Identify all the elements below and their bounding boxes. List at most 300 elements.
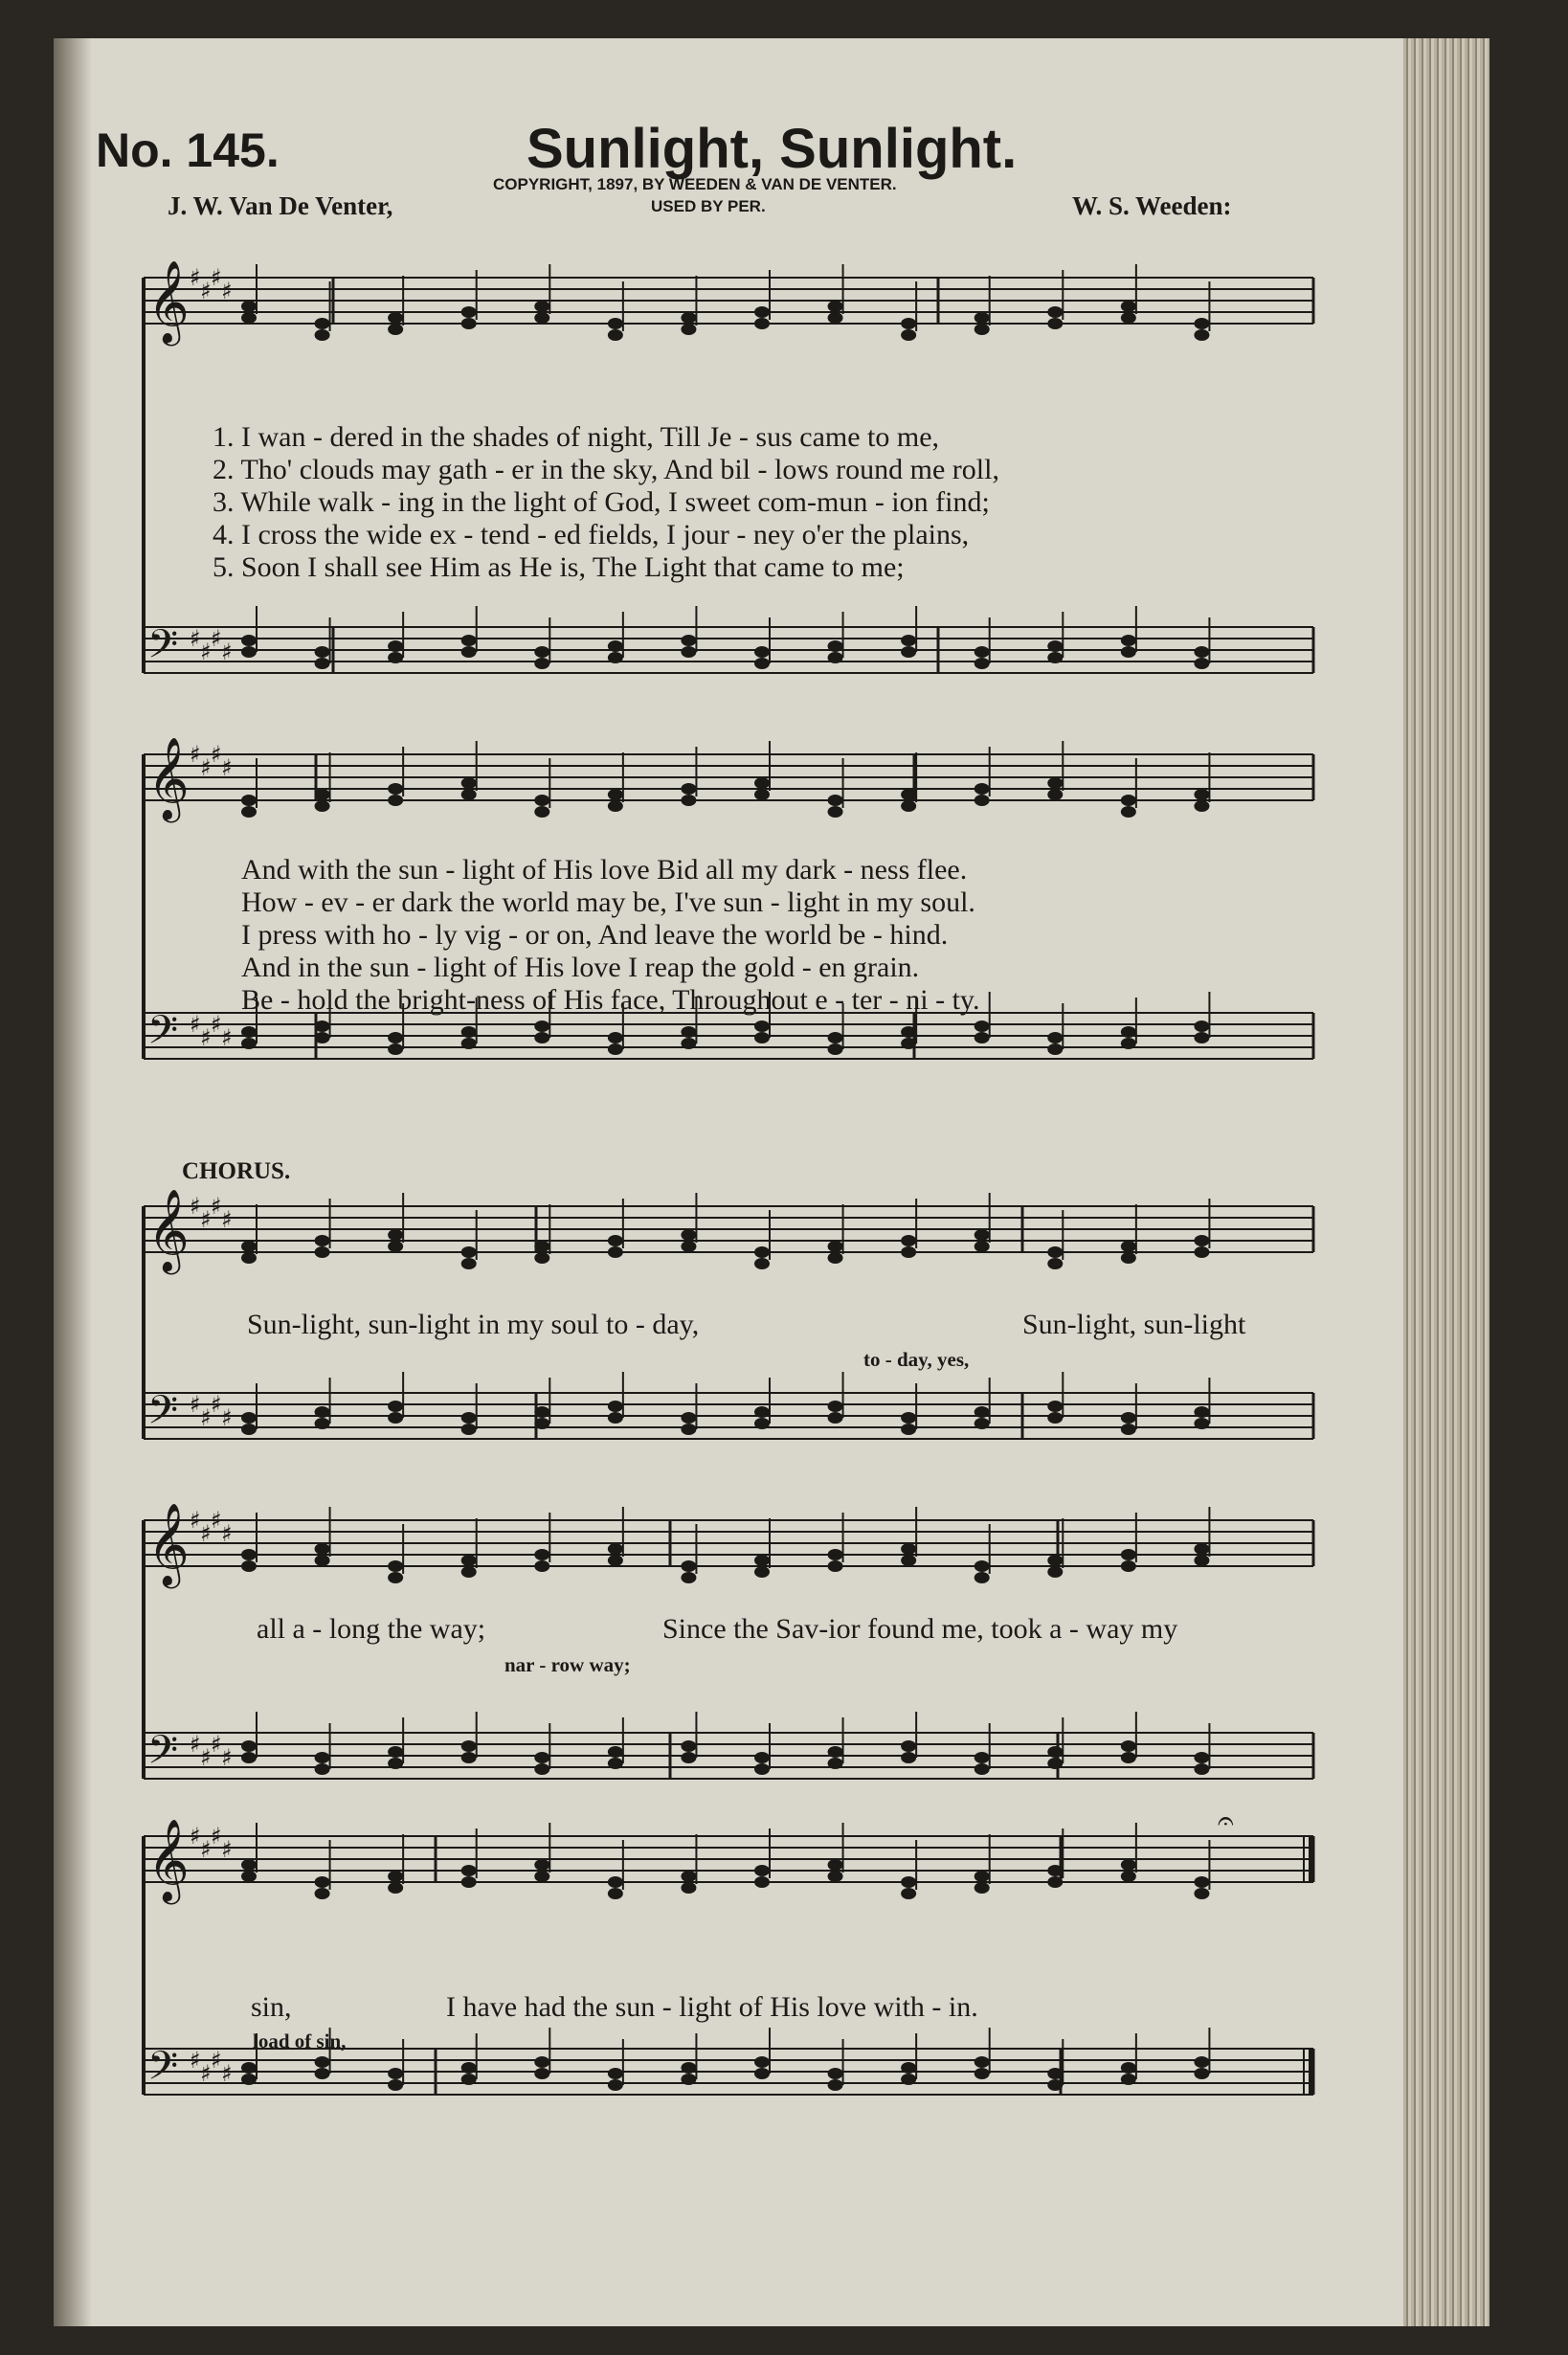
note-head [1047,318,1063,329]
note-head [461,1876,477,1888]
bass-note-head [241,635,257,646]
note-head [461,306,477,318]
bass-note-head [1047,2079,1063,2091]
bass-note-head [388,640,403,652]
bass-note-head [974,2068,990,2079]
bass-note-head [534,1763,549,1775]
bass-clef: 𝄢 [147,2043,179,2098]
bass-note-head [828,1401,843,1412]
note-head [315,329,330,341]
note-head [1121,1859,1136,1871]
verse-5-line-a: 5. Soon I shall see Him as He is, The Light that came to me; [213,551,905,583]
note-head [461,789,477,800]
note-head [754,789,770,800]
sharp-sign: ♯ [211,1507,222,1534]
bass-note-head [461,1424,477,1435]
note-head [388,795,403,806]
note-head [974,1229,990,1241]
bass-note-head [1121,1038,1136,1049]
fermata: 𝄐 [1218,1805,1234,1838]
bass-note-head [681,1752,696,1763]
note-head [901,1543,916,1555]
sharp-sign: ♯ [211,625,222,652]
note-head [681,1560,696,1572]
bass-note-head [461,1752,477,1763]
bass-note-head [534,1032,549,1043]
bass-note-head [974,2056,990,2068]
bass-note-head [974,1752,990,1763]
chorus-line-2a: all a - long the way; [257,1613,486,1645]
note-head [754,777,770,789]
sharp-sign: ♯ [200,1744,212,1771]
bass-clef: 𝄢 [147,1387,179,1443]
bass-note-head [1047,1401,1063,1412]
bass-note-head [315,1032,330,1043]
note-head [388,324,403,335]
bass-note-head [315,1020,330,1032]
verse-3-line-b: I press with ho - ly vig - or on, And leave the world be - hind. [241,919,949,951]
note-head [608,800,623,812]
bass-note-head [534,1752,549,1763]
bass-note-head [608,2079,623,2091]
note-head [1121,312,1136,324]
chorus-line-1: Sun-light, sun-light in my soul to - day, [247,1309,700,1340]
note-head [388,1241,403,1252]
note-head [681,312,696,324]
note-head [901,329,916,341]
note-head [828,806,843,818]
verse-5-line-b: Be - hold the bright-ness of His face, Throughout e - ter - ni - ty. [241,984,980,1016]
bass-note-head [1047,1746,1063,1758]
bass-note-head [241,646,257,658]
chorus-line-1-end: Sun-light, sun-light [1022,1309,1246,1340]
sharp-sign: ♯ [221,1520,233,1547]
bass-note-head [461,1026,477,1038]
note-head [388,783,403,795]
verse-2-line-a: 2. Tho' clouds may gath - er in the sky, And bil - lows round me roll, [213,454,999,485]
treble-clef: 𝄞 [147,1503,190,1585]
sharp-sign: ♯ [200,278,212,304]
note-head [1194,1876,1209,1888]
bass-note-head [828,1758,843,1769]
bass-note-head [754,2056,770,2068]
note-head [1121,1560,1136,1572]
bass-note-head [315,646,330,658]
bass-note-head [1194,2056,1209,2068]
note-head [828,1241,843,1252]
bass-note-head [534,2068,549,2079]
sharp-sign: ♯ [221,639,233,665]
note-head [388,1871,403,1882]
bass-note-head [901,2074,916,2085]
bass-note-head [315,2068,330,2079]
note-head [388,1882,403,1894]
bass-note-head [828,640,843,652]
note-head [901,800,916,812]
sharp-sign: ♯ [190,625,201,652]
note-head [1121,795,1136,806]
bass-note-head [241,2062,257,2074]
bass-note-head [681,646,696,658]
bass-note-head [828,652,843,663]
bass-note-head [608,652,623,663]
bass-note-head [1047,1758,1063,1769]
sharp-sign: ♯ [211,1011,222,1038]
bass-note-head [388,2068,403,2079]
bass-note-head [901,1752,916,1763]
bass-note-head [1121,1026,1136,1038]
bass-note-head [534,646,549,658]
note-head [901,1876,916,1888]
bass-note-head [241,2074,257,2085]
note-head [241,1549,257,1560]
bass-note-head [974,646,990,658]
note-head [1121,1252,1136,1264]
note-head [974,1241,990,1252]
note-head [1121,301,1136,312]
note-head [1047,789,1063,800]
bass-note-head [388,1032,403,1043]
note-head [461,1566,477,1578]
sharp-sign: ♯ [200,1404,212,1431]
sharp-sign: ♯ [211,741,222,768]
bass-clef: 𝄢 [147,1007,179,1063]
sharp-sign: ♯ [200,639,212,665]
note-head [901,1235,916,1246]
note-head [901,1246,916,1258]
note-head [241,1241,257,1252]
note-head [1047,1246,1063,1258]
note-head [608,1555,623,1566]
note-head [461,1258,477,1269]
bass-note-head [681,2062,696,2074]
bass-note-head [1194,1032,1209,1043]
note-head [534,312,549,324]
verse-1-line-b: And with the sun - light of His love Bid all my dark - ness flee. [241,854,968,886]
note-head [388,312,403,324]
note-head [1121,806,1136,818]
sharp-sign: ♯ [190,2047,201,2074]
sharp-sign: ♯ [211,2047,222,2074]
bass-note-head [1194,2068,1209,2079]
note-head [828,1560,843,1572]
bass-note-head [754,1020,770,1032]
note-head [828,1549,843,1560]
sharp-sign: ♯ [221,1404,233,1431]
note-head [1047,1555,1063,1566]
copyright-line: COPYRIGHT, 1897, BY WEEDEN & VAN DE VENTER. [493,175,897,193]
bass-note-head [315,1406,330,1418]
hymn-number: No. 145. [96,123,280,177]
note-head [1047,306,1063,318]
bass-note-head [534,2056,549,2068]
sharp-sign: ♯ [221,1206,233,1233]
note-head [1194,1888,1209,1899]
bass-note-head [1194,1763,1209,1775]
note-head [315,800,330,812]
bass-note-head [828,1746,843,1758]
note-head [608,1876,623,1888]
note-head [828,1859,843,1871]
sharp-sign: ♯ [190,1391,201,1418]
bass-note-head [974,658,990,669]
note-head [315,1235,330,1246]
bass-note-head [534,658,549,669]
bass-note-head [608,1032,623,1043]
sharp-sign: ♯ [200,1206,212,1233]
note-head [1047,1258,1063,1269]
note-head [681,1241,696,1252]
bass-note-head [681,2074,696,2085]
bass-note-head [388,1412,403,1424]
bass-note-head [534,1020,549,1032]
bass-note-head [1121,646,1136,658]
bass-note-head [388,1043,403,1055]
bass-note-head [1121,1424,1136,1435]
bass-note-head [315,1418,330,1429]
bass-note-head [608,1412,623,1424]
treble-clef: 𝄞 [147,737,190,819]
bass-note-head [828,2079,843,2091]
note-head [534,1871,549,1882]
bass-note-head [681,635,696,646]
note-head [461,1865,477,1876]
note-head [828,312,843,324]
verse-4-line-a: 4. I cross the wide ex - tend - ed fields, I jour - ney o'er the plains, [213,519,970,550]
note-head [241,806,257,818]
note-head [901,789,916,800]
permission-line: USED BY PER. [651,197,766,215]
bass-note-head [974,1763,990,1775]
note-head [1194,800,1209,812]
bass-note-head [1047,640,1063,652]
bass-note-head [608,1401,623,1412]
chorus-line-2-sub: nar - row way; [504,1653,631,1676]
author-credit: J. W. Van De Venter, [168,191,393,220]
bass-note-head [1047,1043,1063,1055]
bass-note-head [1047,1032,1063,1043]
note-head [534,1549,549,1560]
note-head [315,318,330,329]
chorus-label: CHORUS. [182,1158,291,1184]
bass-note-head [1121,1412,1136,1424]
bass-note-head [754,1406,770,1418]
note-head [534,795,549,806]
note-head [754,1876,770,1888]
verse-2-line-b: How - ev - er dark the world may be, I've sun - light in my soul. [241,886,975,918]
note-head [1194,1246,1209,1258]
bass-note-head [828,1412,843,1424]
bass-note-head [461,2074,477,2085]
sharp-sign: ♯ [211,1193,222,1220]
note-head [754,1555,770,1566]
bass-note-head [974,1020,990,1032]
bass-note-head [1121,635,1136,646]
sharp-sign: ♯ [211,1391,222,1418]
note-head [315,1876,330,1888]
treble-clef: 𝄞 [147,260,190,343]
bass-note-head [901,1038,916,1049]
note-head [315,1543,330,1555]
note-head [681,1572,696,1583]
note-head [388,1572,403,1583]
sharp-sign: ♯ [221,1024,233,1051]
note-head [754,1258,770,1269]
sharp-sign: ♯ [200,2060,212,2087]
note-head [608,789,623,800]
bass-note-head [828,1032,843,1043]
note-head [754,1865,770,1876]
bass-note-head [974,1406,990,1418]
sharp-sign: ♯ [221,278,233,304]
sharp-sign: ♯ [190,1507,201,1534]
verse-4-line-b: And in the sun - light of His love I reap the gold - en grain. [241,952,920,983]
bass-note-head [241,1412,257,1424]
note-head [1121,1871,1136,1882]
bass-note-head [828,2068,843,2079]
bass-note-head [1194,646,1209,658]
note-head [901,1888,916,1899]
bass-note-head [754,1032,770,1043]
note-head [974,312,990,324]
bass-note-head [461,635,477,646]
note-head [681,1229,696,1241]
bass-note-head [754,658,770,669]
note-head [534,301,549,312]
bass-note-head [681,1412,696,1424]
note-head [241,301,257,312]
note-head [461,1555,477,1566]
bass-note-head [901,1424,916,1435]
note-head [608,1235,623,1246]
sharp-sign: ♯ [211,264,222,291]
note-head [241,795,257,806]
bass-note-head [754,1752,770,1763]
bass-note-head [461,646,477,658]
note-head [534,1859,549,1871]
bass-note-head [388,2079,403,2091]
note-head [1194,1543,1209,1555]
bass-note-head [608,1043,623,1055]
note-head [1047,777,1063,789]
bass-note-head [974,1032,990,1043]
note-head [681,783,696,795]
bass-note-head [754,1763,770,1775]
sharp-sign: ♯ [190,1731,201,1758]
note-head [828,795,843,806]
note-head [608,1888,623,1899]
bass-note-head [681,1038,696,1049]
bass-note-head [681,1424,696,1435]
bass-note-head [241,1026,257,1038]
bass-note-head [608,1746,623,1758]
note-head [1194,318,1209,329]
bass-note-head [1121,2062,1136,2074]
note-head [1194,1235,1209,1246]
sharp-sign: ♯ [200,1024,212,1051]
chorus-line-3-sub: load of sin, [253,2030,347,2052]
bass-note-head [461,2062,477,2074]
note-head [681,1871,696,1882]
note-head [241,1871,257,1882]
bass-note-head [534,1418,549,1429]
bass-note-head [461,1740,477,1752]
note-head [974,1882,990,1894]
hymn-title: Sunlight, Sunlight. [526,118,1018,180]
bass-note-head [315,658,330,669]
note-head [534,806,549,818]
note-head [534,1560,549,1572]
note-head [1194,1555,1209,1566]
treble-clef: 𝄞 [147,1819,190,1901]
bass-note-head [901,2062,916,2074]
note-head [388,1229,403,1241]
bass-note-head [681,1740,696,1752]
bass-clef: 𝄢 [147,1727,179,1783]
bass-note-head [461,1412,477,1424]
note-head [974,783,990,795]
note-head [901,318,916,329]
sharp-sign: ♯ [190,1823,201,1850]
sharp-sign: ♯ [211,1823,222,1850]
bass-note-head [388,1746,403,1758]
bass-note-head [1194,1406,1209,1418]
bass-note-head [681,1026,696,1038]
note-head [974,324,990,335]
sharp-sign: ♯ [190,741,201,768]
note-head [461,318,477,329]
note-head [754,306,770,318]
note-head [681,795,696,806]
bass-note-head [315,1752,330,1763]
note-head [241,1859,257,1871]
bass-note-head [241,1038,257,1049]
note-head [1194,789,1209,800]
composer-credit: W. S. Weeden: [1072,191,1232,220]
note-head [828,1252,843,1264]
note-head [608,1246,623,1258]
bass-note-head [1121,1752,1136,1763]
sharp-sign: ♯ [200,754,212,781]
chorus-line-3b: I have had the sun - light of His love with - in. [446,1991,978,2023]
note-head [1194,329,1209,341]
bass-note-head [388,652,403,663]
bass-note-head [388,1401,403,1412]
bass-note-head [315,1763,330,1775]
bass-note-head [315,2056,330,2068]
note-head [974,1572,990,1583]
note-head [461,1246,477,1258]
note-head [241,1560,257,1572]
note-head [1047,1876,1063,1888]
note-head [681,1882,696,1894]
bass-note-head [754,646,770,658]
note-head [315,1555,330,1566]
note-head [315,1888,330,1899]
note-head [608,329,623,341]
note-head [974,1560,990,1572]
note-head [974,1871,990,1882]
sharp-sign: ♯ [221,2060,233,2087]
bass-note-head [1121,2074,1136,2085]
note-head [315,1246,330,1258]
note-head [1121,1549,1136,1560]
note-head [754,1566,770,1578]
note-head [1121,1241,1136,1252]
note-head [681,324,696,335]
note-head [754,1246,770,1258]
note-head [828,1871,843,1882]
